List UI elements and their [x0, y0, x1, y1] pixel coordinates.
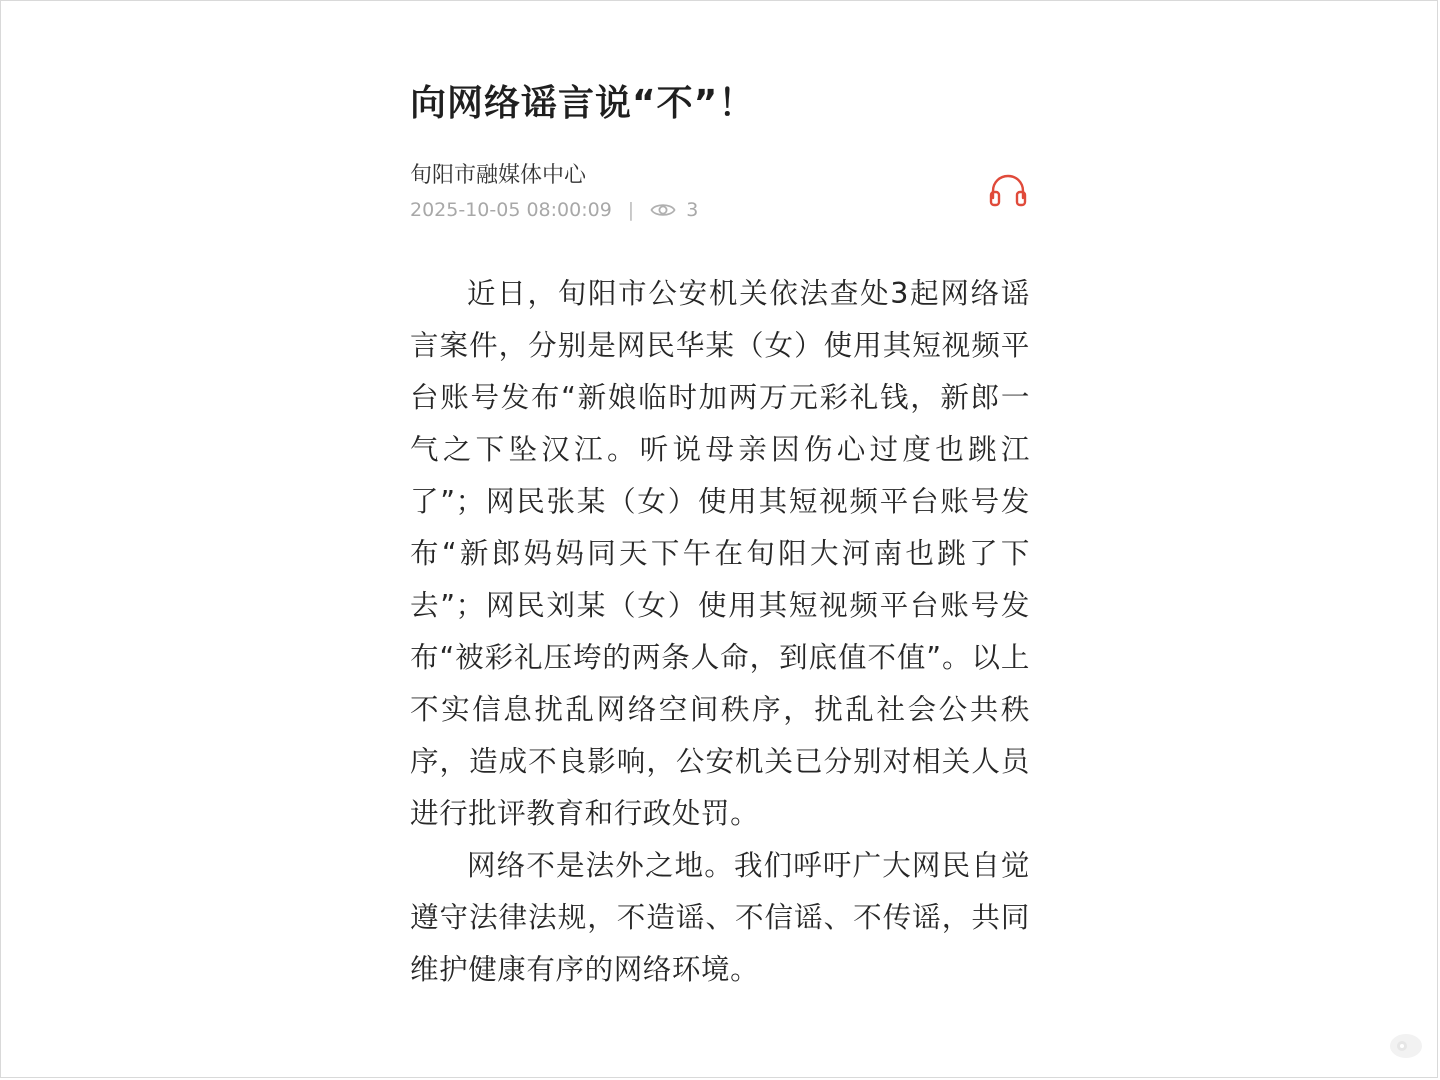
- listen-button[interactable]: [986, 172, 1030, 214]
- article: [410, 70, 1030, 986]
- eye-icon: [650, 201, 676, 219]
- paragraph: 近日，旬阳市公安机关依法查处3起网络谣言案件，分别是网民华某（女）使用其短视频平台账号发布“新娘临时加两万元彩礼钱，新郎一气之下坠汉江。听说母亲因伤心过度也跳江了”；网民张某（女）使用其短视频平台账号发布“新郎妈妈同天下午在旬阳大河南也跳了下去”；网民刘某（女）使用其短视频平台账号发布“被彩礼压垮的两条人命，到底值不值”。以上不实信息扰乱网络空间秩序，扰乱社会公共秩序，造成不良影响，公安机关已分别对相关人员进行批评教育和行政处罚。: [410, 277, 1030, 830]
- article-source[interactable]: 旬阳市融媒体中心: [410, 163, 587, 188]
- publish-datetime: 2025-10-05 08:00:09: [410, 199, 612, 221]
- view-count: 3: [686, 199, 699, 221]
- article-info-row: [410, 198, 1030, 222]
- meta-separator: |: [627, 199, 635, 221]
- article-body: [410, 268, 1030, 996]
- headphone-icon: [988, 172, 1028, 214]
- corner-watermark-icon: [1384, 1022, 1428, 1066]
- article-meta: [410, 162, 1030, 232]
- paragraph: 网络不是法外之地。我们呼吁广大网民自觉遵守法律法规，不造谣、不信谣、不传谣，共同维护健康有序的网络环境。: [410, 849, 1030, 986]
- article-title: 向网络谣言说“不”！: [410, 83, 756, 124]
